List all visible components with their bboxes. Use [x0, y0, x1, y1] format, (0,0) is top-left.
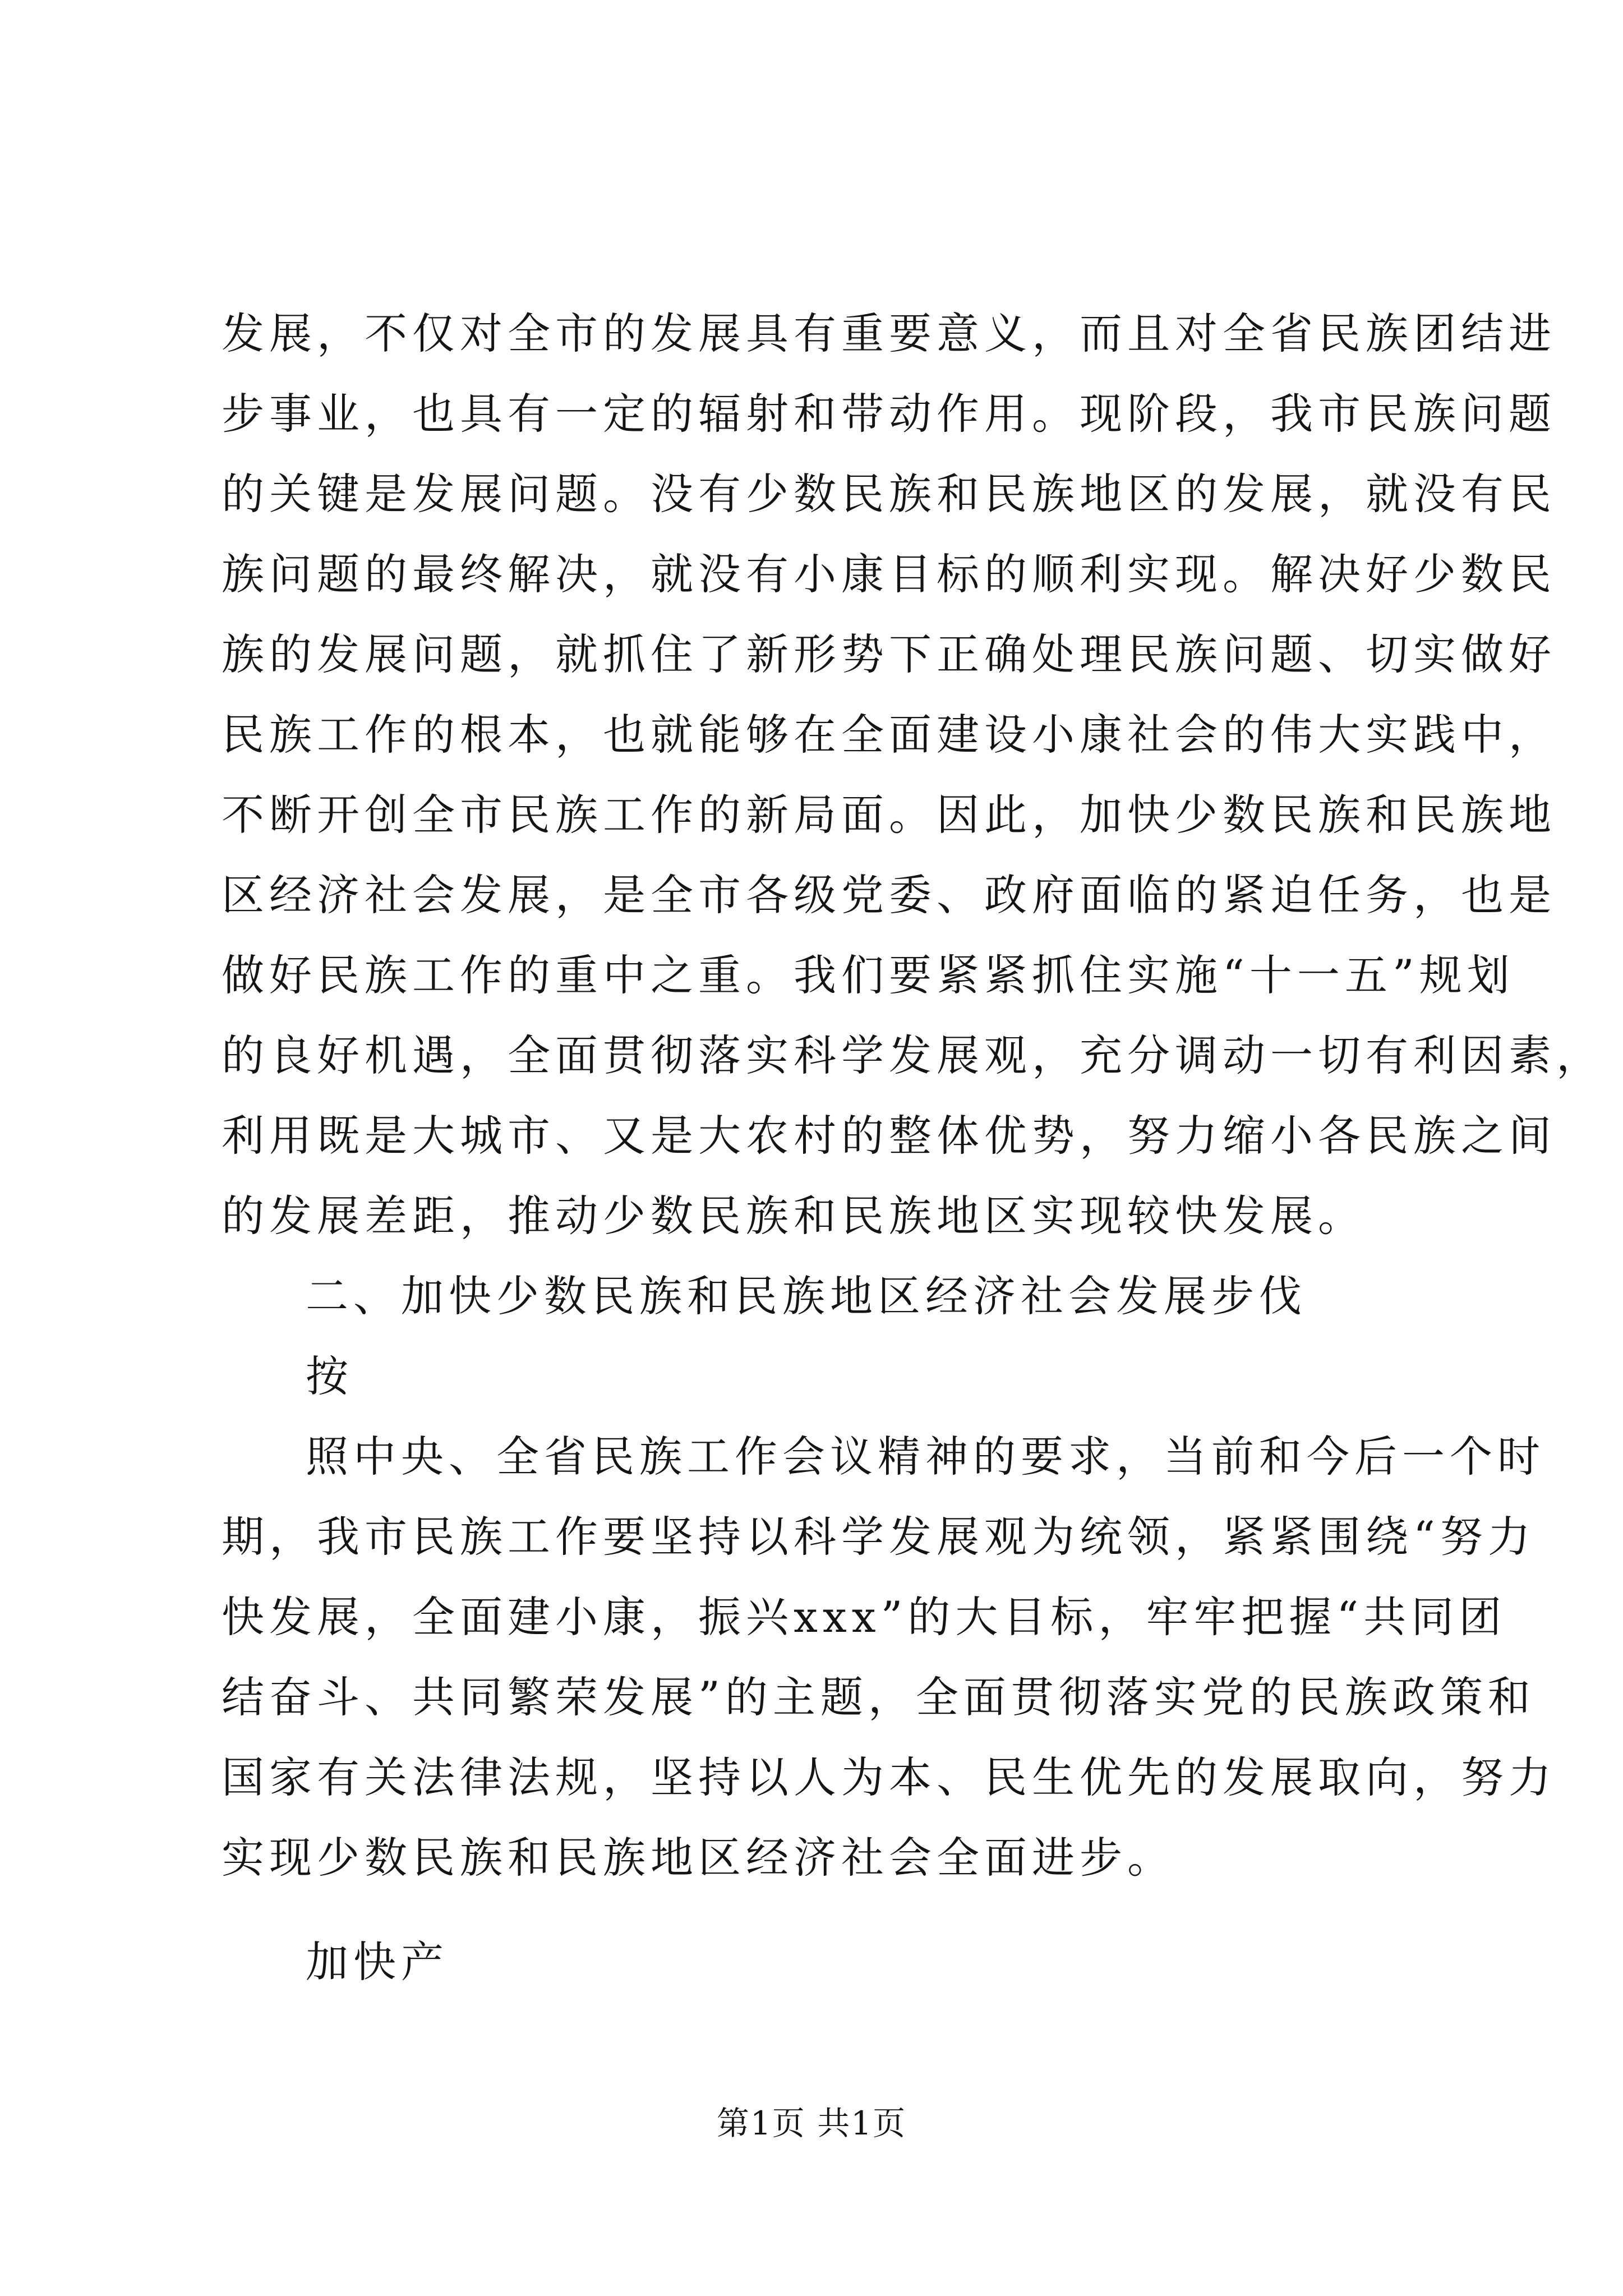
- body-text-line: 的关键是发展问题。没有少数民族和民族地区的发展，就没有民: [222, 469, 1556, 519]
- body-text-line: 不断开创全市民族工作的新局面。因此，加快少数民族和民族地: [222, 790, 1556, 840]
- body-text-line: 步事业，也具有一定的辐射和带动作用。现阶段，我市民族问题: [222, 389, 1556, 439]
- body-text-line: 利用既是大城市、又是大农村的整体优势，努力缩小各民族之间: [222, 1111, 1556, 1161]
- body-text-line: 民族工作的根本，也就能够在全面建设小康社会的伟大实践中，: [222, 710, 1556, 760]
- body-text-line: 的发展差距，推动少数民族和民族地区实现较快发展。: [222, 1191, 1366, 1241]
- body-text-line: 区经济社会发展，是全市各级党委、政府面临的紧迫任务，也是: [222, 870, 1556, 920]
- body-text-line: 照中央、全省民族工作会议精神的要求，当前和今后一个时: [306, 1432, 1545, 1481]
- body-text-line: 族问题的最终解决，就没有小康目标的顺利实现。解决好少数民: [222, 549, 1556, 599]
- body-text-line: 结奋斗、共同繁荣发展”的主题，全面贯彻落实党的民族政策和: [222, 1672, 1536, 1722]
- page-footer: 第1页 共1页: [716, 2104, 907, 2142]
- body-text-line: 实现少数民族和民族地区经济社会全面进步。: [222, 1833, 1175, 1883]
- body-text-line: 做好民族工作的重中之重。我们要紧紧抓住实施“十一五”规划: [222, 950, 1515, 1000]
- body-text-line: 加快产: [306, 1937, 449, 1987]
- body-text-line: 按: [306, 1351, 353, 1401]
- body-text-line: 发展，不仅对全市的发展具有重要意义，而且对全省民族团结进: [222, 309, 1556, 358]
- body-text-line: 的良好机遇，全面贯彻落实科学发展观，充分调动一切有利因素，: [222, 1030, 1604, 1080]
- body-text-line: 期，我市民族工作要坚持以科学发展观为统领，紧紧围绕“努力: [222, 1512, 1536, 1562]
- body-text-line: 族的发展问题，就抓住了新形势下正确处理民族问题、切实做好: [222, 629, 1556, 679]
- body-text-line: 国家有关法律法规，坚持以人为本、民生优先的发展取向，努力: [222, 1752, 1556, 1802]
- section-heading: 二、加快少数民族和民族地区经济社会发展步伐: [306, 1271, 1307, 1321]
- body-text-line: 快发展，全面建小康，振兴xxx”的大目标，牢牢把握“共同团: [222, 1592, 1507, 1642]
